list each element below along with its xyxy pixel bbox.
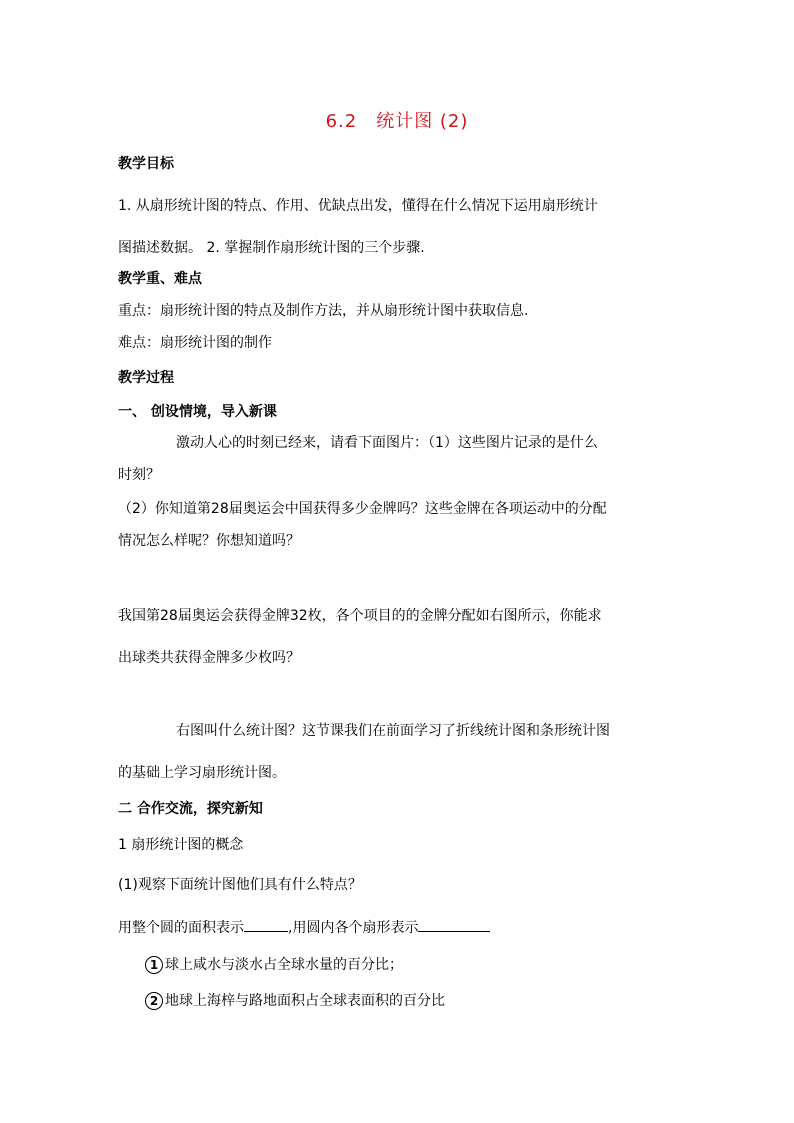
process-heading: 教学过程 — [118, 370, 174, 386]
s1-paragraph4-line1: 右图叫什么统计图？这节课我们在前面学习了折线统计图和条形统计图 — [176, 723, 610, 739]
goal-line-2: 图描述数据。 2. 掌握制作扇形统计图的三个步骤. — [118, 240, 425, 256]
s1-paragraph4-line2: 的基础上学习扇形统计图。 — [118, 765, 286, 781]
circled-number-2: 2 — [145, 992, 163, 1010]
fill-blank-1 — [244, 917, 288, 932]
key-point: 重点：扇形统计图的特点及制作方法，并从扇形统计图中获取信息. — [118, 303, 529, 319]
s1-paragraph2-line2: 情况怎么样呢？你想知道吗？ — [118, 533, 300, 549]
s1-paragraph1-line2: 时刻？ — [118, 467, 160, 483]
example-item-1 — [145, 955, 403, 975]
fill-text-part2: ,用圆内各个扇形表示 — [288, 920, 419, 936]
example-text-1: 球上咸水与淡水占全球水量的百分比； — [165, 957, 403, 973]
s1-paragraph1-line1: 激动人心的时刻已经来，请看下面图片：（1）这些图片记录的是什么 — [176, 435, 598, 451]
s1-paragraph3-line2: 出球类共获得金牌多少枚吗？ — [118, 650, 300, 666]
example-item-2 — [145, 991, 445, 1011]
goal-line-1: 1. 从扇形统计图的特点、作用、优缺点出发，懂得在什么情况下运用扇形统计 — [118, 198, 598, 214]
section2-heading: 二 合作交流，探究新知 — [118, 801, 263, 817]
fill-blank-2 — [418, 917, 490, 932]
goals-heading: 教学目标 — [118, 156, 174, 172]
section1-heading: 一、 创设情境，导入新课 — [118, 404, 277, 420]
key-heading: 教学重、难点 — [118, 271, 202, 287]
s1-paragraph2-line1: （2）你知道第28届奥运会中国获得多少金牌吗？这些金牌在各项运动中的分配 — [118, 501, 607, 517]
difficult-point: 难点：扇形统计图的制作 — [118, 335, 272, 351]
page-title: 6.2 统计图 (2) — [325, 111, 469, 132]
s2-fill-in-line — [118, 917, 490, 938]
fill-text-part1: 用整个圆的面积表示 — [118, 920, 244, 936]
example-text-2: 地球上海梓与路地面积占全球表面积的百分比 — [165, 993, 445, 1009]
s2-item1: 1 扇形统计图的概念 — [118, 837, 244, 853]
s2-item1-question: (1)观察下面统计图他们具有什么特点？ — [118, 877, 362, 893]
circled-number-1: 1 — [145, 956, 163, 974]
s1-paragraph3-line1: 我国第28届奥运会获得金牌32枚，各个项目的的金牌分配如右图所示，你能求 — [118, 608, 602, 624]
